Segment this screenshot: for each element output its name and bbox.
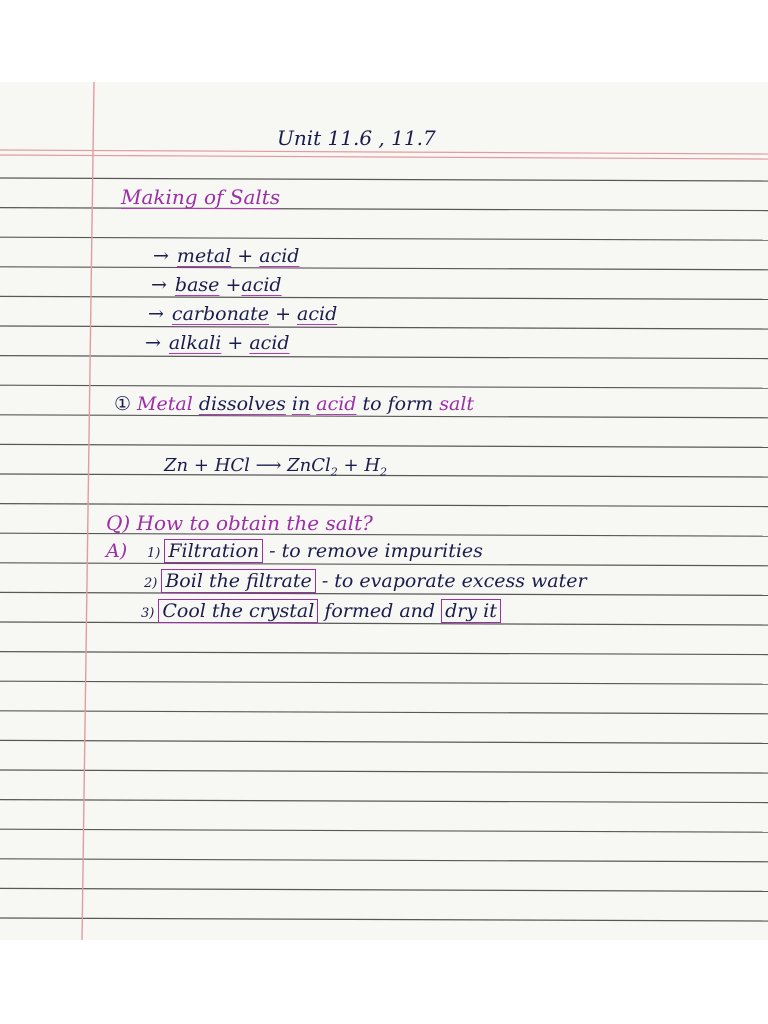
ruled-line: [0, 740, 768, 743]
method-item: → base +acid: [151, 274, 282, 296]
arrow-right-icon: →: [151, 274, 167, 296]
arrow-right-icon: →: [148, 303, 164, 325]
ruled-line: [0, 859, 768, 862]
ruled-line: [0, 918, 768, 921]
step-1: 1) Filtration - to remove impurities: [147, 540, 483, 562]
ruled-line: [0, 563, 768, 566]
unit-title: Unit 11.6 , 11.7: [277, 126, 436, 150]
ruled-line: [0, 178, 768, 181]
ruled-line: [0, 504, 768, 507]
ruled-line: [0, 652, 768, 655]
ruled-line: [0, 444, 768, 447]
method-item: → metal + acid: [153, 245, 300, 267]
question: Q) How to obtain the salt?: [106, 511, 373, 535]
point-1: ① Metal dissolves in acid to form salt: [114, 393, 475, 415]
ruled-line: [0, 385, 768, 388]
ruled-line: [0, 711, 768, 714]
ruled-line: [0, 681, 768, 684]
chemical-equation: Zn + HCl ⟶ ZnCl$_2$ + $H_2$: [164, 455, 388, 479]
top-margin-line-1: [0, 150, 768, 154]
notebook-page: [0, 82, 768, 940]
ruled-line: [0, 800, 768, 803]
answer-label: A): [106, 540, 128, 562]
ruled-line: [0, 267, 768, 270]
ruled-line: [0, 415, 768, 418]
arrow-right-icon: →: [153, 245, 169, 267]
ruled-line: [0, 592, 768, 595]
reaction-arrow-icon: ⟶: [255, 455, 282, 476]
ruled-line: [0, 888, 768, 891]
method-item: → alkali + acid: [145, 332, 290, 354]
ruled-line: [0, 326, 768, 329]
arrow-right-icon: →: [145, 332, 161, 354]
step-3: 3) Cool the crystal formed and dry it: [141, 600, 501, 622]
left-margin-line: [82, 82, 94, 940]
step-2: 2) Boil the filtrate - to evaporate excess water: [144, 570, 587, 592]
ruled-line: [0, 296, 768, 299]
ruled-line: [0, 208, 768, 211]
ruled-line: [0, 356, 768, 359]
top-margin-line-2: [0, 155, 768, 159]
ruled-line: [0, 770, 768, 773]
ruled-line: [0, 829, 768, 832]
circled-number: ①: [114, 393, 132, 415]
ruled-line: [0, 237, 768, 240]
ruled-line: [0, 622, 768, 625]
method-item: → carbonate + acid: [148, 303, 338, 325]
section-title: Making of Salts: [121, 185, 281, 209]
